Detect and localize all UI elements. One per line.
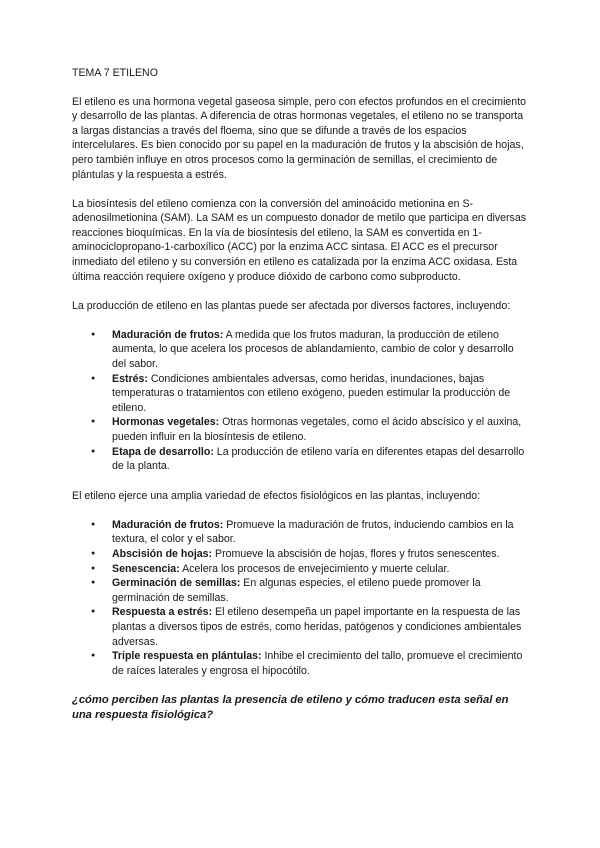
factor-term: Maduración de frutos:: [112, 328, 224, 341]
biosynthesis-paragraph: La biosíntesis del etileno comienza con la conversión del aminoácido metionina en S-adenosilmetionina (SAM). La SAM es un compuesto donador de metilo que participa en diversas reacciones bioquímicas. En la vía de biosíntesis del etileno, la SAM es convertida en 1-aminociclopropano-1-carboxílico (ACC) por la enzima ACC sintasa. El ACC es el precursor inmediato del etileno y su conversión en etileno es catalizada por la enzima ACC oxidasa. Esta última reacción requiere oxígeno y produce dióxido de carbono como subproducto.: [72, 197, 527, 283]
effect-item-stress-response: [112, 605, 530, 649]
effect-item-senescence: [112, 562, 530, 577]
effect-text: El etileno desempeña un papel importante en la respuesta de las plantas a diversos tipos de estrés, como heridas, patógenos y condiciones ambientales adversas.: [112, 606, 522, 648]
factor-term: Estrés:: [112, 372, 148, 385]
document-title: TEMA 7 ETILENO: [72, 67, 158, 79]
factors-list: [72, 328, 530, 474]
effect-item-fruit-ripening: [112, 518, 530, 547]
effect-item-triple-response: [112, 649, 530, 678]
effects-intro-paragraph: El etileno ejerce una amplia variedad de efectos fisiológicos en las plantas, incluyendo:: [72, 489, 481, 502]
factor-term: Hormonas vegetales:: [112, 416, 220, 429]
factor-text: La producción de etileno varía en diferentes etapas del desarrollo de la planta.: [112, 445, 525, 473]
effect-text: En algunas especies, el etileno puede promover la germinación de semillas.: [112, 577, 481, 604]
effect-text: Acelera los procesos de envejecimiento y muerte celular.: [179, 562, 450, 575]
factor-item-plant-hormones: [112, 415, 530, 444]
effect-term: Respuesta a estrés:: [112, 606, 213, 619]
factor-text: Otras hormonas vegetales, como el ácido abscísico y el auxina, pueden influir en la biosíntesis de etileno.: [112, 416, 522, 443]
effect-term: Germinación de semillas:: [112, 577, 241, 590]
effects-list: [72, 518, 530, 679]
factors-intro-paragraph: La producción de etileno en las plantas puede ser afectada por diversos factores, incluyendo:: [72, 299, 511, 312]
effect-text: Promueve la maduración de frutos, induciendo cambios en la textura, el color y el sabor.: [112, 518, 514, 546]
document-page: [72, 66, 530, 723]
effect-text: Inhibe el crecimiento del tallo, promueve el crecimiento de raíces laterales y engrosa el hipocótilo.: [112, 650, 523, 677]
factor-text: Condiciones ambientales adversas, como heridas, inundaciones, bajas temperaturas o tratamientos con etileno exógeno, pueden estimular la producción de etileno.: [112, 372, 511, 414]
factor-text: A medida que los frutos maduran, la producción de etileno aumenta, lo que acelera los procesos de ablandamiento, cambio de color y desarrollo del sabor.: [112, 328, 514, 370]
factor-item-development-stage: [112, 445, 530, 474]
factor-item-fruit-ripening: [112, 328, 530, 372]
effect-term: Abscisión de hojas:: [112, 548, 213, 561]
factor-item-stress: [112, 372, 530, 416]
effect-item-leaf-abscission: [112, 547, 530, 562]
factor-term: Etapa de desarrollo:: [112, 445, 214, 458]
question-heading: ¿cómo perciben las plantas la presencia de etileno y cómo traducen esta señal en una respuesta fisiológica?: [72, 694, 509, 722]
effect-item-seed-germination: [112, 576, 530, 605]
intro-paragraph: El etileno es una hormona vegetal gaseosa simple, pero con efectos profundos en el crecimiento y desarrollo de las plantas. A diferencia de otras hormonas vegetales, el etileno no se transporta a largas distancias a través del floema, sino que se difunde a través de los espacios intercelulares. Es bien conocido por su papel en la maduración de frutos y la abscisión de hojas, pero también influye en otros procesos como la germinación de semillas, el crecimiento de plántulas y la respuesta a estrés.: [72, 95, 527, 181]
effect-text: Promueve la abscisión de hojas, flores y frutos senescentes.: [212, 548, 500, 561]
effect-term: Senescencia:: [112, 562, 180, 575]
effect-term: Maduración de frutos:: [112, 518, 224, 531]
effect-term: Triple respuesta en plántulas:: [112, 650, 262, 663]
